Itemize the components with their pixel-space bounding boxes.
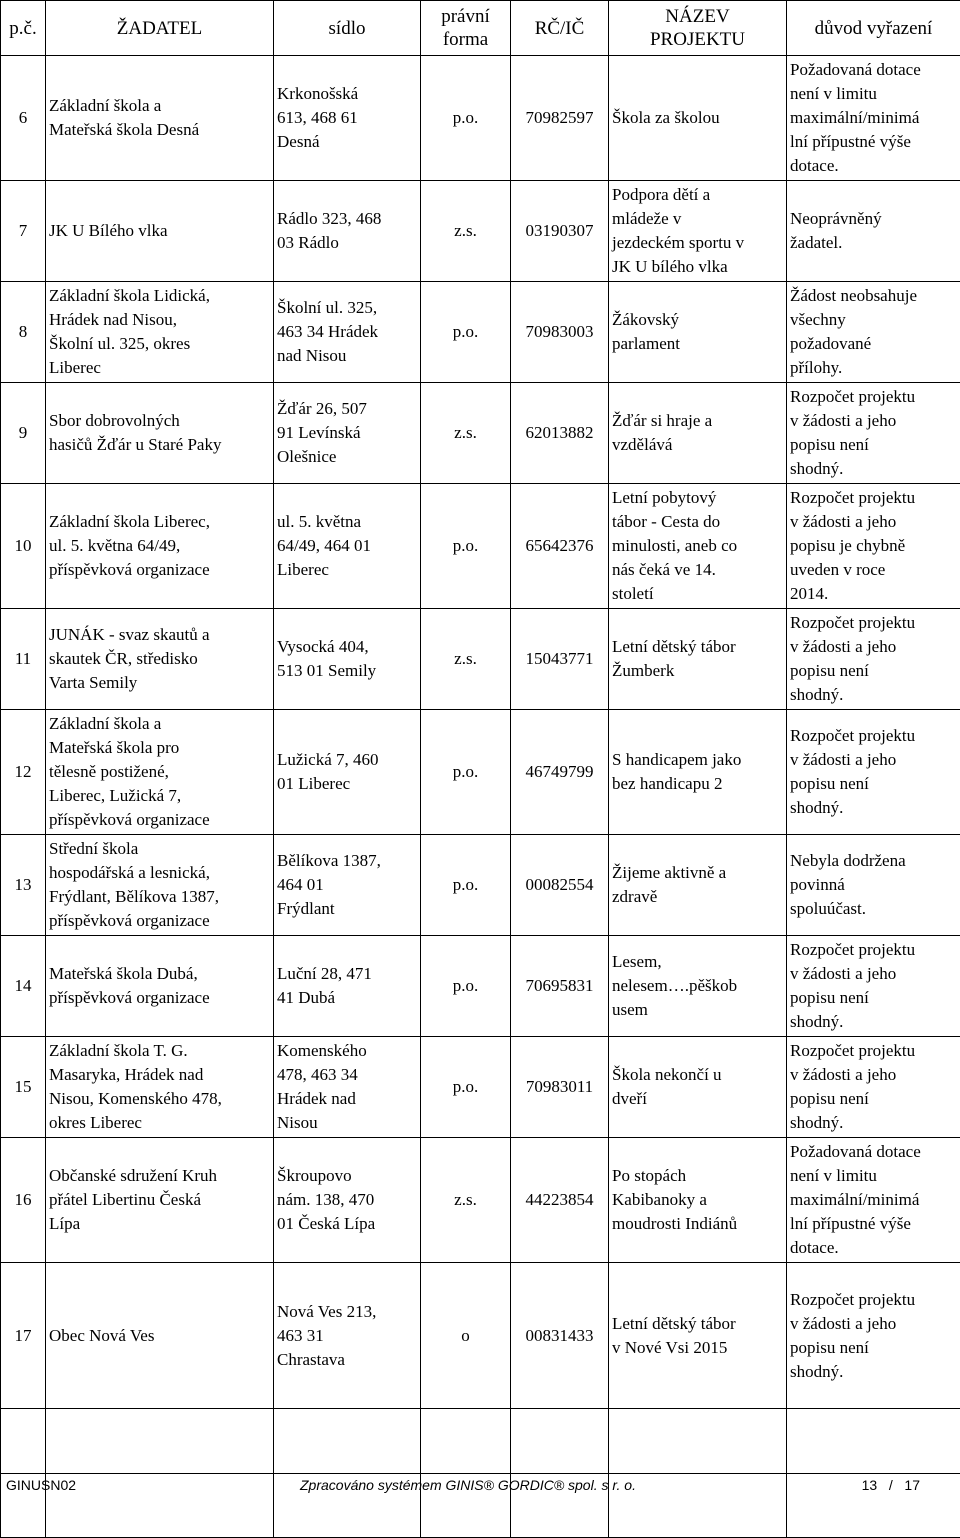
registration-number: 62013882: [511, 383, 609, 484]
applicant-address: ul. 5. května 64/49, 464 01 Liberec: [274, 484, 421, 609]
row-number: 11: [1, 609, 46, 710]
document-code: GINUSN02: [6, 1475, 76, 1495]
table-row: [1, 1037, 960, 1138]
row-number: 10: [1, 484, 46, 609]
project-name: Žďár si hraje a vzdělává: [609, 383, 787, 484]
legal-form: p.o.: [421, 484, 511, 609]
applicant-address: Lužická 7, 460 01 Liberec: [274, 710, 421, 835]
applicant-address: Školní ul. 325, 463 34 Hrádek nad Nisou: [274, 282, 421, 383]
row-number: 9: [1, 383, 46, 484]
project-name: Lesem, nelesem….pěškob usem: [609, 936, 787, 1037]
registration-number: 70695831: [511, 936, 609, 1037]
applicant-address: Bělíkova 1387, 464 01 Frýdlant: [274, 835, 421, 936]
header-pravni-forma: právní forma: [421, 1, 511, 56]
registration-number: 70983003: [511, 282, 609, 383]
table-row: [1, 383, 960, 484]
legal-form: p.o.: [421, 56, 511, 181]
registration-number: 15043771: [511, 609, 609, 710]
registration-number: 70982597: [511, 56, 609, 181]
rejection-reason: Neoprávněný žadatel.: [787, 181, 960, 282]
rejection-reason: Rozpočet projektu v žádosti a jeho popisu není shodný.: [787, 383, 960, 484]
page-current: 13: [862, 1475, 878, 1495]
project-name: Žákovský parlament: [609, 282, 787, 383]
header-nazev-projektu: NÁZEV PROJEKTU: [609, 1, 787, 56]
table-row: [1, 936, 960, 1037]
registration-number: 03190307: [511, 181, 609, 282]
row-number: 8: [1, 282, 46, 383]
legal-form: z.s.: [421, 383, 511, 484]
row-number: 14: [1, 936, 46, 1037]
legal-form: z.s.: [421, 181, 511, 282]
applicant-name: Sbor dobrovolných hasičů Žďár u Staré Paky: [46, 383, 274, 484]
table-row: [1, 56, 960, 181]
legal-form: o: [421, 1263, 511, 1409]
applicant-name: Základní škola a Mateřská škola pro tělesně postižené, Liberec, Lužická 7, příspěvková organizace: [46, 710, 274, 835]
page-number: [862, 1475, 920, 1495]
table-row: [1, 609, 960, 710]
applicant-address: Rádlo 323, 468 03 Rádlo: [274, 181, 421, 282]
registration-number: 00082554: [511, 835, 609, 936]
table-row: [1, 710, 960, 835]
header-zadatel: ŽADATEL: [46, 1, 274, 56]
rejection-reason: Rozpočet projektu v žádosti a jeho popisu není shodný.: [787, 710, 960, 835]
applicant-name: Obec Nová Ves: [46, 1263, 274, 1409]
table-row: [1, 484, 960, 609]
applicant-name: Střední škola hospodářská a lesnická, Frýdlant, Bělíkova 1387, příspěvková organizace: [46, 835, 274, 936]
project-name: Letní pobytový tábor - Cesta do minulosti, aneb co nás čeká ve 14. století: [609, 484, 787, 609]
row-number: 16: [1, 1138, 46, 1263]
project-name: Škola za školou: [609, 56, 787, 181]
applicant-address: Vysocká 404, 513 01 Semily: [274, 609, 421, 710]
row-number: 6: [1, 56, 46, 181]
applicant-address: Nová Ves 213, 463 31 Chrastava: [274, 1263, 421, 1409]
registration-number: 46749799: [511, 710, 609, 835]
generator-note: Zpracováno systémem GINIS® GORDIC® spol. s r. o.: [300, 1475, 636, 1495]
rejection-reason: Rozpočet projektu v žádosti a jeho popisu není shodný.: [787, 609, 960, 710]
table-row: [1, 1263, 960, 1409]
applicant-name: Základní škola Liberec, ul. 5. května 64/49, příspěvková organizace: [46, 484, 274, 609]
project-name: S handicapem jako bez handicapu 2: [609, 710, 787, 835]
legal-form: z.s.: [421, 1138, 511, 1263]
row-number: 12: [1, 710, 46, 835]
header-pc: p.č.: [1, 1, 46, 56]
header-duvod-vyrazeni: důvod vyřazení: [787, 1, 960, 56]
applicant-name: JUNÁK - svaz skautů a skautek ČR, středisko Varta Semily: [46, 609, 274, 710]
table-row: [1, 181, 960, 282]
page-separator: /: [889, 1475, 893, 1495]
project-name: Po stopách Kabibanoky a moudrosti Indiánů: [609, 1138, 787, 1263]
page-total: 17: [904, 1475, 920, 1495]
applicant-address: Krkonošská 613, 468 61 Desná: [274, 56, 421, 181]
legal-form: p.o.: [421, 282, 511, 383]
legal-form: z.s.: [421, 609, 511, 710]
applicant-address: Komenského 478, 463 34 Hrádek nad Nisou: [274, 1037, 421, 1138]
rejection-reason: Rozpočet projektu v žádosti a jeho popisu je chybně uveden v roce 2014.: [787, 484, 960, 609]
registration-number: 44223854: [511, 1138, 609, 1263]
rejection-reason: Rozpočet projektu v žádosti a jeho popisu není shodný.: [787, 1037, 960, 1138]
applicant-name: JK U Bílého vlka: [46, 181, 274, 282]
row-number: 7: [1, 181, 46, 282]
project-name: Letní dětský tábor Žumberk: [609, 609, 787, 710]
applicant-name: Občanské sdružení Kruh přátel Libertinu Česká Lípa: [46, 1138, 274, 1263]
applicant-name: Mateřská škola Dubá, příspěvková organizace: [46, 936, 274, 1037]
project-name: Podpora dětí a mládeže v jezdeckém sportu v JK U bílého vlka: [609, 181, 787, 282]
header-sidlo: sídlo: [274, 1, 421, 56]
header-row: [1, 1, 960, 56]
table-row: [1, 282, 960, 383]
legal-form: p.o.: [421, 936, 511, 1037]
rejection-reason: Rozpočet projektu v žádosti a jeho popisu není shodný.: [787, 1263, 960, 1409]
applicant-address: Škroupovo nám. 138, 470 01 Česká Lípa: [274, 1138, 421, 1263]
registration-number: 70983011: [511, 1037, 609, 1138]
rejection-reason: Rozpočet projektu v žádosti a jeho popisu není shodný.: [787, 936, 960, 1037]
applicant-address: Luční 28, 471 41 Dubá: [274, 936, 421, 1037]
registration-number: 65642376: [511, 484, 609, 609]
table-body: [1, 56, 960, 1538]
applicant-name: Základní škola Lidická, Hrádek nad Nisou, Školní ul. 325, okres Liberec: [46, 282, 274, 383]
rejection-reason: Požadovaná dotace není v limitu maximální/minimá lní přípustné výše dotace.: [787, 1138, 960, 1263]
row-number: 13: [1, 835, 46, 936]
row-number: 15: [1, 1037, 46, 1138]
row-number: 17: [1, 1263, 46, 1409]
rejection-reason: Nebyla dodržena povinná spoluúčast.: [787, 835, 960, 936]
table-row: [1, 1138, 960, 1263]
table-row: [1, 835, 960, 936]
project-name: Žijeme aktivně a zdravě: [609, 835, 787, 936]
rejection-reason: Žádost neobsahuje všechny požadované přílohy.: [787, 282, 960, 383]
legal-form: p.o.: [421, 835, 511, 936]
applicant-address: Žďár 26, 507 91 Levínská Olešnice: [274, 383, 421, 484]
applicant-name: Základní škola T. G. Masaryka, Hrádek nad Nisou, Komenského 478, okres Liberec: [46, 1037, 274, 1138]
project-name: Letní dětský tábor v Nové Vsi 2015: [609, 1263, 787, 1409]
header-rc-ic: RČ/IČ: [511, 1, 609, 56]
page-footer: [0, 1473, 960, 1495]
legal-form: p.o.: [421, 1037, 511, 1138]
project-name: Škola nekončí u dveří: [609, 1037, 787, 1138]
registration-number: 00831433: [511, 1263, 609, 1409]
legal-form: p.o.: [421, 710, 511, 835]
applicant-name: Základní škola a Mateřská škola Desná: [46, 56, 274, 181]
rejection-reason: Požadovaná dotace není v limitu maximální/minimá lní přípustné výše dotace.: [787, 56, 960, 181]
